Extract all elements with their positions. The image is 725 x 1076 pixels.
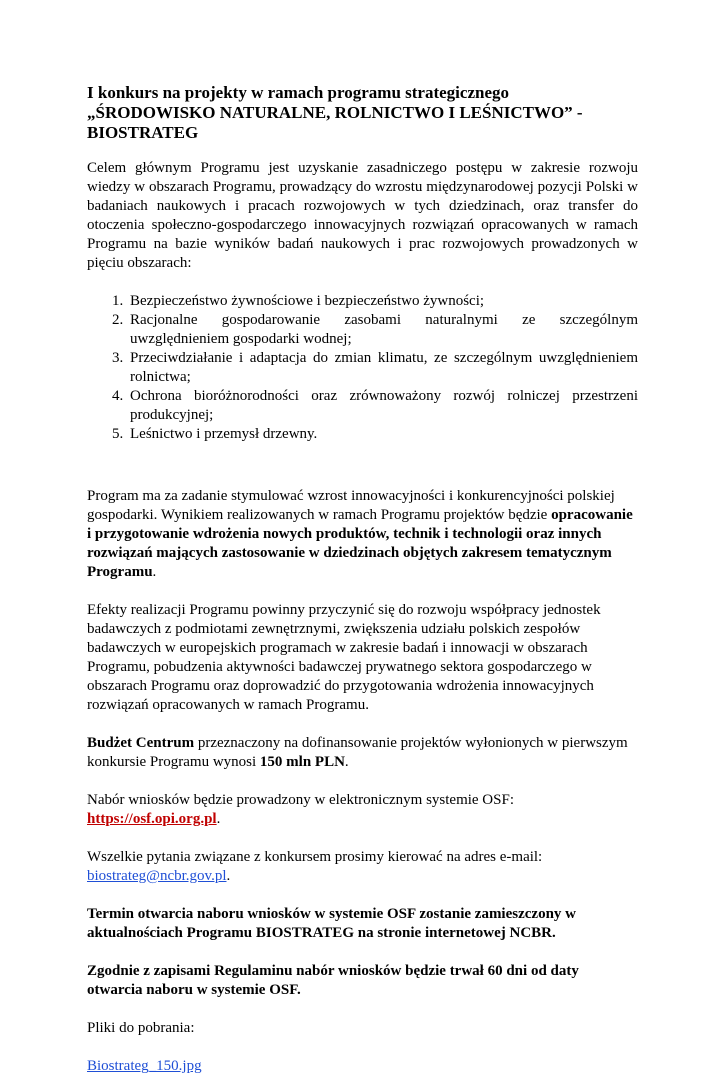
osf-text: Nabór wniosków będzie prowadzony w elektronicznym systemie OSF: <box>87 792 514 808</box>
notice-opening <box>87 905 638 943</box>
goal-paragraph <box>87 487 638 582</box>
osf-paragraph <box>87 791 638 829</box>
list-item: 4. Ochrona bioróżnorodności oraz zrównoważony rozwój rolniczej przestrzeni produkcyjnej; <box>127 387 638 425</box>
goal-text: Program ma za zadanie stymulować wzrost innowacyjności i konkurencyjności polskiej gospodarki. Wynikiem realizowanych w ramach Programu projektów będzie <box>87 488 615 523</box>
list-item: 3. Przeciwdziałanie i adaptacja do zmian klimatu, ze szczególnym uwzględnieniem rolnictwa; <box>127 349 638 387</box>
osf-end: . <box>216 811 221 827</box>
budget-text: przeznaczony na dofinansowanie projektów wyłonionych w pierwszym konkursie Programu wynosi <box>87 735 628 770</box>
contact-end: . <box>226 868 231 884</box>
email-link[interactable]: biostrateg@ncbr.gov.pl <box>87 868 227 884</box>
goal-end: . <box>152 564 157 580</box>
list-item: 5. Leśnictwo i przemysł drzewny. <box>127 425 638 444</box>
list-item: 1. Bezpieczeństwo żywnościowe i bezpieczeństwo żywności; <box>127 292 638 311</box>
goal-bold-text: opracowanie i przygotowanie wdrożenia nowych produktów, technik i technologii oraz innych rozwiązań mających zastosowanie w dziedzinach objętych zakresem tematycznym Programu <box>87 507 633 580</box>
effects-paragraph: Efekty realizacji Programu powinny przyczynić się do rozwoju współpracy jednostek badawczych z podmiotami zewnętrznymi, zwiększenia udziału polskich zespołów badawczych w europejskich programach w zakresie badań i innowacji w obszarach Programu, pobudzenia aktywności badawczej prywatnego sektora gospodarczego w obszarach Programu oraz doprowadzić do przygotowania wdrożenia innowacyjnych rozwiązań opracowanych w ramach Programu. <box>87 602 601 713</box>
downloads-label: Pliki do pobrania: <box>87 1020 195 1036</box>
intro-paragraph: Celem głównym Programu jest uzyskanie zasadniczego postępu w zakresie rozwoju wiedzy w obszarach Programu, prowadzący do wzrostu międzynarodowej pozycji Polski w badaniach naukowych i pracach rozwojowych w tych dziedzinach, oraz transfer do otoczenia społeczno-gospodarczego innowacyjnych rozwiązań opracowanych w ramach Programu na bazie wyników badań naukowych i prac rozwojowych prowadzonych w pięciu obszarach: <box>87 160 638 271</box>
document-page <box>87 83 638 1076</box>
contact-text: Wszelkie pytania związane z konkursem prosimy kierować na adres e-mail: <box>87 849 543 865</box>
budget-paragraph <box>87 734 638 772</box>
download-link[interactable]: Biostrateg_150.jpg <box>87 1058 202 1074</box>
notice-opening-text: Termin otwarcia naboru wniosków w systemie OSF zostanie zamieszczony w aktualnościach Programu BIOSTRATEG na stronie internetowej NCBR. <box>87 906 576 941</box>
download-item <box>87 1057 638 1076</box>
budget-end: . <box>344 754 349 770</box>
areas-list <box>87 292 638 444</box>
budget-amount: 150 mln PLN <box>259 754 345 770</box>
osf-link[interactable]: https://osf.opi.org.pl <box>87 811 217 827</box>
list-item: 2. Racjonalne gospodarowanie zasobami naturalnymi ze szczególnym uwzględnieniem gospodarki wodnej; <box>127 311 638 349</box>
notice-duration-text: Zgodnie z zapisami Regulaminu nabór wniosków będzie trwał 60 dni od daty otwarcia naboru w systemie OSF. <box>87 963 579 998</box>
notice-duration <box>87 962 638 1000</box>
page-title: I konkurs na projekty w ramach programu strategicznego „ŚRODOWISKO NATURALNE, ROLNICTWO I LEŚNICTWO” - BIOSTRATEG <box>87 83 583 142</box>
budget-label: Budżet Centrum <box>87 735 195 751</box>
contact-paragraph <box>87 848 638 886</box>
